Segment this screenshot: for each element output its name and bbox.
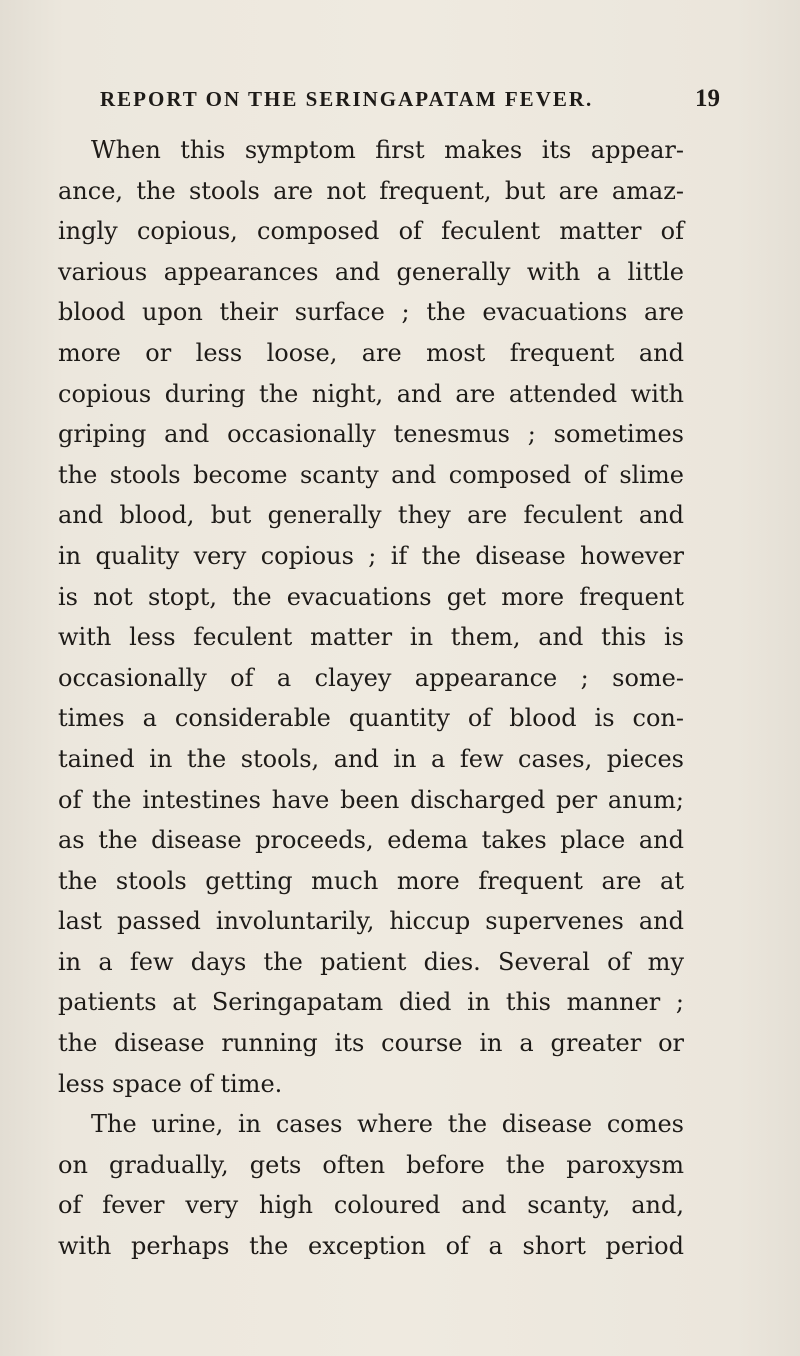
text-line: is not stopt, the evacuations get more frequent	[58, 582, 684, 611]
text-line: and blood, but generally they are feculent and	[58, 501, 684, 530]
text-line: the disease running its course in a greater or	[58, 1029, 684, 1058]
body-text	[58, 130, 684, 1267]
text-line: in a few days the patient dies. Several of my	[58, 947, 684, 976]
paragraph	[58, 130, 684, 1104]
text-line: as the disease proceeds, edema takes place and	[58, 826, 684, 855]
text-line: last passed involuntarily, hiccup supervenes and	[58, 907, 684, 936]
text-line: of the intestines have been discharged per anum;	[58, 785, 684, 814]
text-line: patients at Seringapatam died in this manner ;	[58, 988, 684, 1017]
text-line: less space of time.	[58, 1069, 283, 1098]
text-line: The urine, in cases where the disease comes	[91, 1110, 684, 1139]
paragraph	[58, 1104, 684, 1266]
running-title: REPORT ON THE SERINGAPATAM FEVER.	[100, 87, 594, 111]
text-line: of fever very high coloured and scanty, and,	[58, 1191, 684, 1220]
text-line: tained in the stools, and in a few cases, pieces	[58, 744, 684, 773]
text-line: times a considerable quantity of blood is con-	[58, 704, 684, 733]
running-header	[100, 85, 720, 119]
page-number: 19	[695, 85, 720, 112]
text-line: various appearances and generally with a little	[58, 257, 684, 286]
text-line: in quality very copious ; if the disease however	[58, 541, 684, 570]
text-line: with perhaps the exception of a short period	[58, 1232, 684, 1261]
text-line: more or less loose, are most frequent and	[58, 338, 684, 367]
text-line: blood upon their surface ; the evacuations are	[58, 298, 684, 327]
text-line: copious during the night, and are attended with	[58, 379, 684, 408]
text-line: ance, the stools are not frequent, but are amaz-	[58, 176, 684, 205]
text-line: griping and occasionally tenesmus ; sometimes	[58, 420, 684, 449]
text-line: on gradually, gets often before the paroxysm	[58, 1150, 684, 1179]
text-line: the stools getting much more frequent are at	[58, 866, 684, 895]
text-line: with less feculent matter in them, and this is	[58, 623, 684, 652]
text-line: When this symptom first makes its appear-	[91, 136, 684, 164]
text-line: ingly copious, composed of feculent matter of	[58, 217, 684, 246]
text-line: the stools become scanty and composed of slime	[58, 460, 684, 489]
text-line: occasionally of a clayey appearance ; some-	[58, 663, 684, 692]
